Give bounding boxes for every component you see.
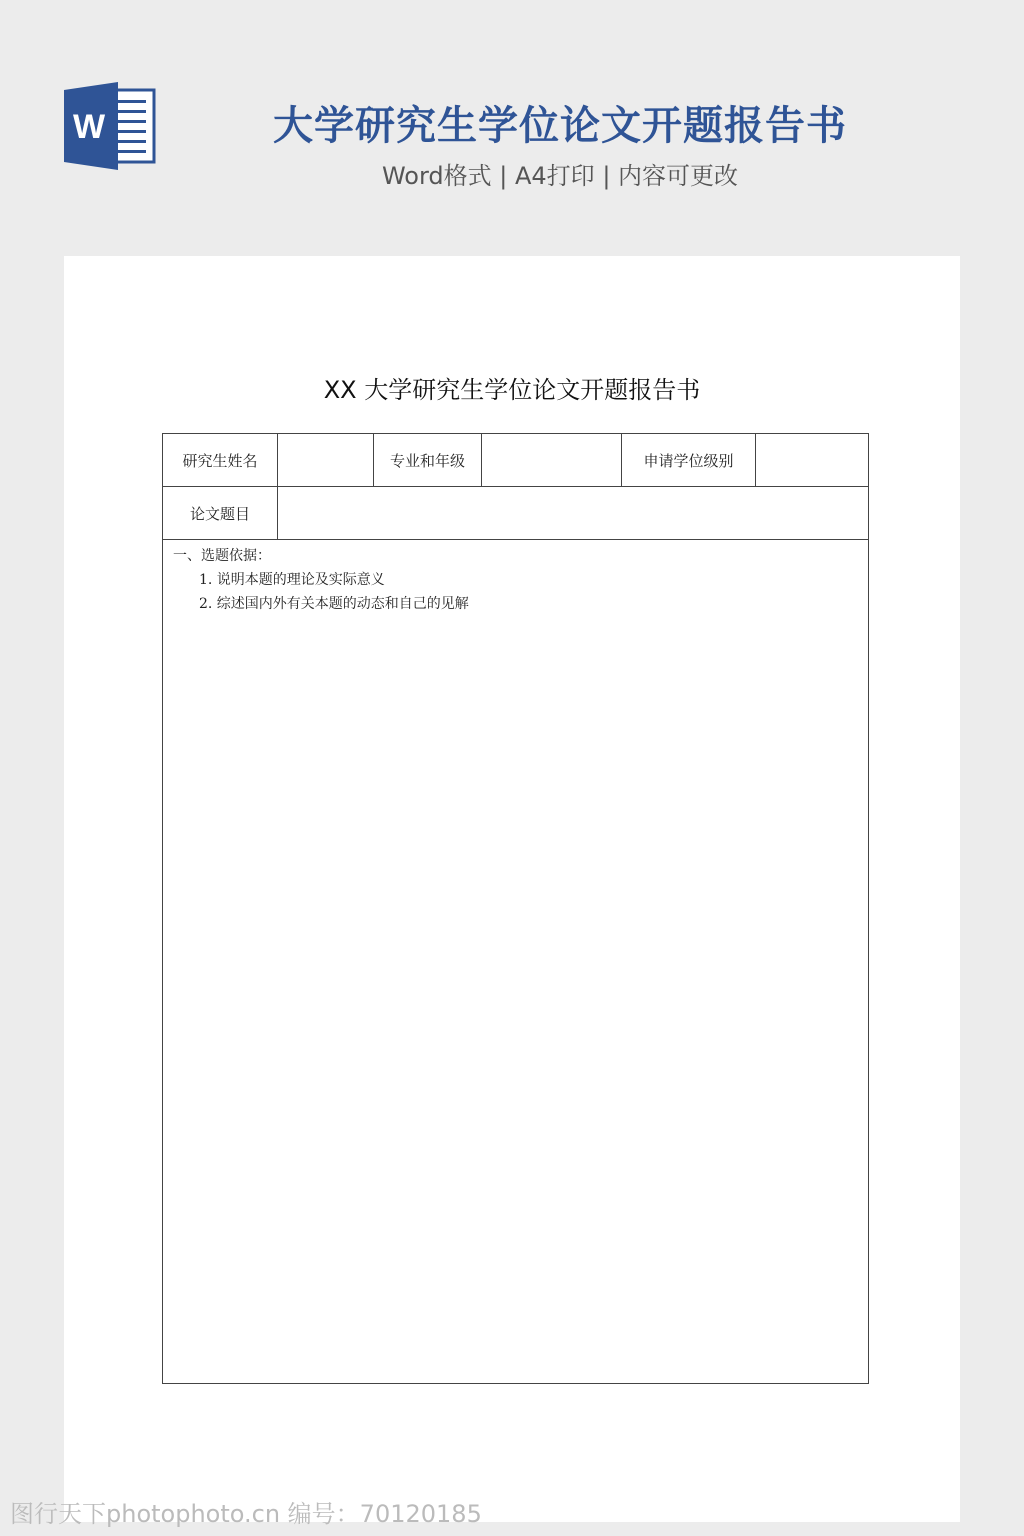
word-doc-icon xyxy=(64,82,156,170)
student-name-field[interactable] xyxy=(278,434,373,486)
topic-basis-text xyxy=(173,544,469,616)
thesis-title-label: 论文题目 xyxy=(189,504,250,523)
degree-type-label: 申请学位级别 xyxy=(643,451,734,470)
watermark-text: 图行天下photophoto.cn 编号：70120185 xyxy=(10,1500,482,1528)
topic-basis-item-2: 2. 综述国内外有关本题的动态和自己的见解 xyxy=(199,596,469,612)
thesis-title-field[interactable] xyxy=(278,487,868,539)
banner-subtitle: Word格式 | A4打印 | 内容可更改 xyxy=(381,162,739,190)
major-grade-label: 专业和年级 xyxy=(389,451,465,470)
word-icon-letter: W xyxy=(72,108,106,146)
degree-type-field[interactable] xyxy=(756,434,868,486)
topic-basis-heading: 一、选题依据： xyxy=(173,548,271,564)
report-form-table xyxy=(162,433,869,1384)
topic-basis-section[interactable] xyxy=(163,540,868,1383)
topic-basis-item-1: 1. 说明本题的理论及实际意义 xyxy=(199,572,385,588)
student-name-label: 研究生姓名 xyxy=(182,451,258,470)
banner-header xyxy=(0,0,1024,256)
document-title: XX 大学研究生学位论文开题报告书 xyxy=(323,376,701,404)
banner-title: 大学研究生学位论文开题报告书 xyxy=(273,103,847,149)
document-page xyxy=(64,256,960,1522)
major-grade-field[interactable] xyxy=(482,434,621,486)
